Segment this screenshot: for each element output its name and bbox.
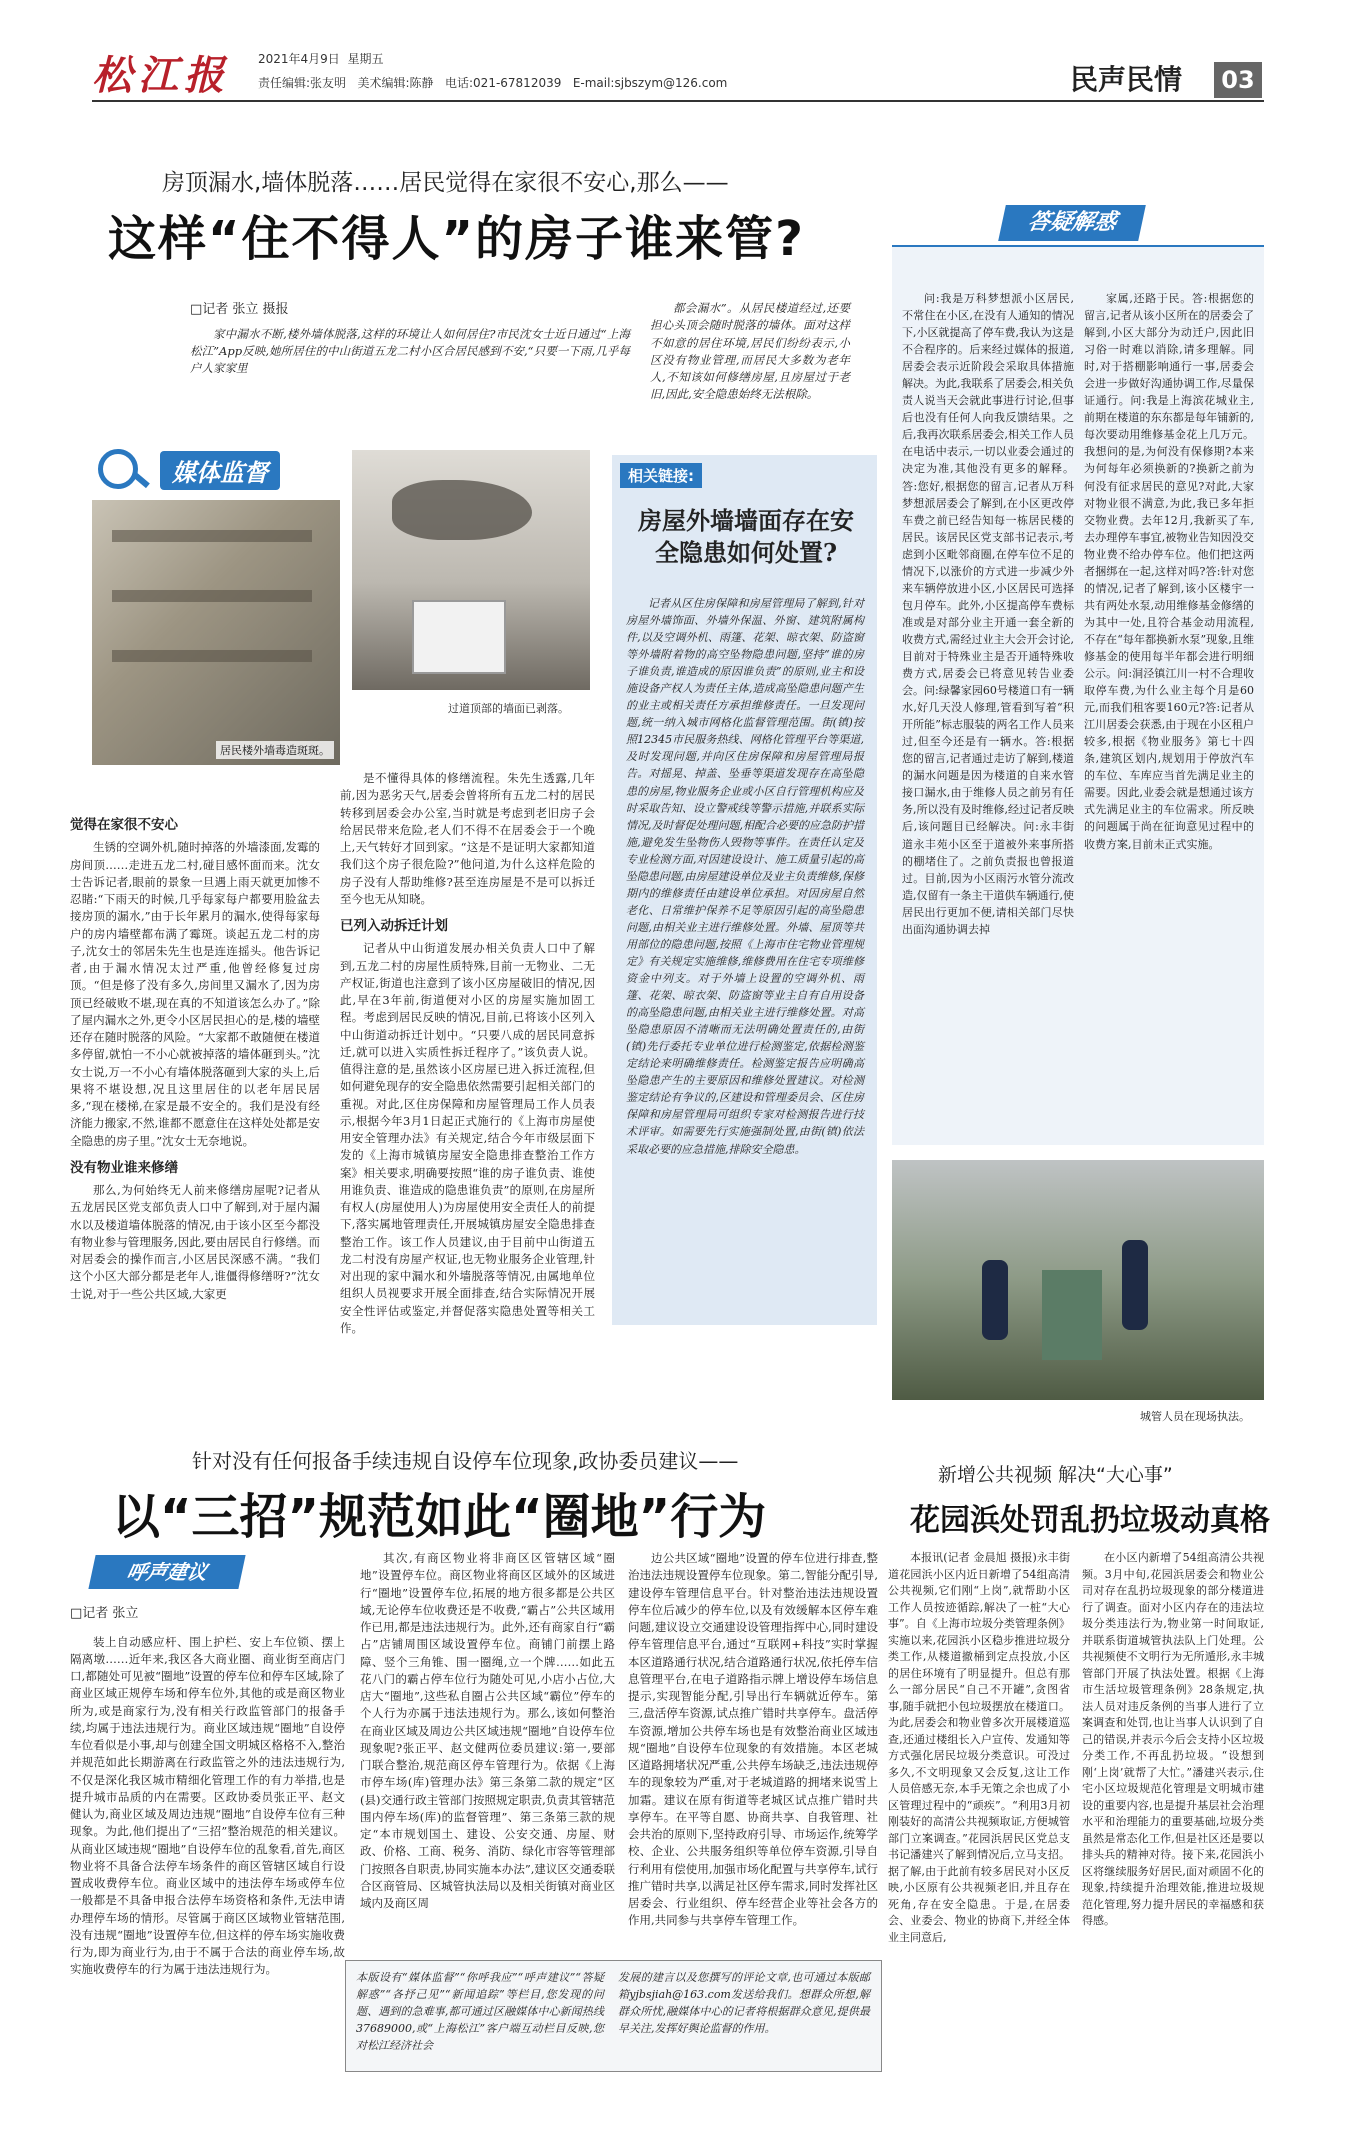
art-editor-credit: 美术编辑:陈静 [357, 76, 434, 90]
issue-weekday: 星期五 [347, 52, 384, 66]
article-paragraph: 生锈的空调外机,随时掉落的外墙漆面,发霉的房间顶……走进五龙二村,碰目感怀面而来。沈女士告诉记者,眼前的景象一旦遇上雨天就更加惨不忍睹:“下雨天的时候,几乎每家每户都要用脸盆去接房顶的漏水,”由于长年累月的漏水,使得每家每户的房内墙壁都布满了霉斑。谈起五龙二村的房子,沈女士的邻居朱先生也是连连摇头。他告诉记者,由于漏水情况太过严重,他曾经修复过房顶。“但是修了没有多久,房间里又漏水了,因为房顶已经破败不堪,现在真的不知道该怎么办了。”除了屋内漏水之外,更令小区居民担心的是,楼的墙壁还存在随时脱落的风险。“大家都不敢随便在楼道多停留,就怕一不小心就被掉落的墙体砸到头。”沈女士说,万一不小心有墙体脱落砸到大家的头上,后果将不堪设想,况且这里居住的以老年居民居多,“现在楼梯,在家是最不安全的。我们是没有经济能力搬家,不然,谁都不愿意住在这样处处都是安全隐患的房子里。”沈女士无奈地说。 [70, 840, 320, 1148]
masthead [0, 0, 1354, 100]
subheading: 觉得在家很不安心 [70, 817, 178, 833]
kicker-story2: 针对没有任何报备手续违规自设停车位现象,政协委员建议—— [192, 1449, 739, 1473]
kicker-story1: 房顶漏水,墙体脱落……居民觉得在家很不安心,那么—— [162, 170, 729, 196]
logo: 松江报 [92, 52, 230, 99]
headline-story2: 以“三招”规范如此“圈地”行为 [112, 1489, 767, 1545]
article-paragraph: 装上自动感应杆、围上护栏、安上车位锁、摆上隔离墩……近年来,我区各大商业圈、商业街至商店门口,都随处可见被“圈地”设置的停车位和停车区域,除了商业区域正规停车场和停车位外,其他的或是商区物业所为,或是商家行为,没有相关行政监管部门的报备手续,均属于违法违规行为。商业区域违规“圈地”自设停车位看似是小事,却与创建全国文明城区格格不入,整治并规范如此长期游离在行政监管之外的违法违规行为,不仅是深化我区城市精细化管理工作的有力举措,也是提升城市品质的内在需要。区政协委员张正平、赵文健认为,商业区域及周边违规“圈地”自设停车位有三种现象。为此,他们提出了“三招”整治规范的相关建议。从商业区域违规“圈地”自设停车位的乱象看,首先,商区物业将不具备合法停车场条件的商区管辖区域自行设置成收费停车位。商业区域中的违法停车场或停车位一般都是不具备申报合法停车场资格和条件,无法申请办理停车场的情形。尽管属于商区区域物业管辖范围,没有违规“圈地”设置停车位,但这样的停车场实施收费行为,即为商业行为,由于不属于合法的商业停车场,故实施收费停车的行为属于违法违规行为。 [70, 1634, 345, 1977]
photo-caption: 过道顶部的墙面已剥落。 [448, 702, 569, 715]
kicker-right-story: 新增公共视频 解决“大心事” [938, 1464, 1173, 1486]
subheading: 没有物业谁来修缮 [70, 1159, 178, 1176]
article-paragraph: 是不懂得具体的修缮流程。朱先生透露,几年前,因为恶劣天气,居委会曾将所有五龙二村的居民转移到居委会办公室,当时就是考虑到老旧房子会给居民带来危险,老人们不得不在居委会于一个晚上,天气转好才回到家。“这是不是证明大家都知道我们这个房子很危险?”他问道,为什么这样危险的房子没有人帮助维修?甚至连房屋是不是可以拆迁至今也无从知晓。 [340, 771, 595, 906]
masthead-rule [92, 100, 1264, 102]
byline-story2: □记者 张立 [70, 1606, 139, 1621]
lead-paragraph-cont: 都会漏水”。从居民楼道经过,还要担心头顶会随时脱落的墙体。面对这样不如意的居住环境,居民们纷纷表示,小区没有物业管理,而居民大多数为老年人,不知该如何修缮房屋,且房屋过于老旧,因此,安全隐患始终无法根除。 [650, 301, 850, 402]
article-paragraph: 记者从中山街道发展办相关负责人口中了解到,五龙二村的房屋性质特殊,目前一无物业、二无产权证,街道也注意到了该小区房屋破旧的情况,因此,早在3年前,街道便对小区的房屋实施加固工程。考虑到居民反映的情况,目前,已将该小区列入中山街道动拆迁计划中。“只要八成的居民同意拆迁,就可以进入实质性拆迁程序了。”该负责人说。值得注意的是,虽然该小区房屋已进入拆迁流程,但如何避免现存的安全隐患依然需要引起相关部门的重视。对此,区住房保障和房屋管理局工作人员表示,根据今年3月1日起正式施行的《上海市房屋使用安全管理办法》有关规定,结合今年市级层面下发的《上海市城镇房屋安全隐患排查整治工作方案》相关要求,明确要按照“谁的房子谁负责、谁使用谁负责、谁造成的隐患谁负责”的原则,在房屋所有权人(房屋使用人)为房屋使用安全责任人的前提下,落实属地管理责任,开展城镇房屋安全隐患排查整治工作。该工作人员建议,由于目前中山街道五龙二村没有房屋产权证,也无物业服务企业管理,针对出现的家中漏水和外墙脱落等情况,由属地单位组织人员视要求开展全面排查,结合实际情况开展安全性评估或鉴定,并督促落实隐患处置等相关工作。 [340, 941, 595, 1335]
article-paragraph: 本报讯(记者 金晨旭 摄报)永丰街道花园浜小区内近日新增了54组高清公共视频,它们刚“上岗”,就帮助小区工作人员按迹循踪,解决了一桩“大心事”。自《上海市垃圾分类管理条例》实施以来,花园浜小区稳步推进垃圾分类工作,从楼道撤桶到定点投放,小区的居住环境有了明显提升。但总有那么一部分居民“自己不开罐”,贪图省事,随手就把小包垃圾摆放在楼道口。为此,居委会和物业曾多次开展楼道巡查,还通过楼组长入户宣传、发通知等方式强化居民垃圾分类意识。可没过多久,不文明现象又会反复,这让工作人员倍感无奈,本手无策之余也成了小区管理过程中的“顽疾”。“利用3月初刚装好的高清公共视频取证,方便城管部门立案调查。”花园浜居民区党总支书记潘建兴了解到情况后,立马支招。据了解,由于此前有较多居民对小区反映,小区原有公共视频老旧,并且存在死角,存在安全隐患。于是,在居委会、业委会、物业的协商下,并经全体业主同意后, [888, 1551, 1070, 1944]
suggestion-badge: 呼声建议 [88, 1555, 245, 1589]
photo-building-wall [92, 500, 340, 765]
info-text: 发展的建言以及您撰写的评论文章,也可通过本版邮箱yjbsjiah@163.com发送给我们。想群众所想,解群众所忧,融媒体中心的记者将根据群众意见,提供最早关注,发挥好舆论监督的作用。 [618, 1971, 870, 2036]
related-title: 房屋外墙墙面存在安全隐患如何处置? [638, 506, 854, 568]
byline-story1: □记者 张立 摄报 [190, 302, 289, 317]
editor-credit: 责任编辑:张友明 [258, 76, 347, 90]
contact-phone: 电话:021-67812039 [445, 76, 562, 90]
qa-badge: 答疑解惑 [998, 205, 1146, 241]
photo-caption: 居民楼外墙毒造斑斑。 [216, 741, 334, 759]
photo-ceiling [352, 450, 590, 690]
article-paragraph: 在小区内新增了54组高清公共视频。3月中旬,花园浜居委会和物业公司对存在乱扔垃圾现象的部分楼道进行了调查。面对小区内存在的违法垃圾分类违法行为,物业第一时间取证,并联系街道城管执法队上门处理。公共视频使不文明行为无所遁形,永丰城管部门开展了执法处置。根据《上海市生活垃圾管理条例》28条规定,执法人员对违反条例的当事人进行了立案调查和处罚,也让当事人认识到了自己的错误,并表示今后会支持小区垃圾分类工作,不再乱扔垃圾。“设想到刚‘上岗’就帮了大忙。”潘建兴表示,住宅小区垃圾规范化管理是文明城市建设的重要内容,也是提升基层社会治理水平和治理能力的重要基础,垃圾分类虽然是常态化工作,但是社区还是要以排头兵的精神对待。接下来,花园浜小区将继续服务好居民,面对顽固不化的现象,持续提升治理效能,推进垃圾规范化管理,努力提升居民的幸福感和获得感。 [1082, 1551, 1264, 1927]
page-number: 03 [1214, 62, 1262, 98]
info-box [345, 1960, 882, 2072]
section-title: 民声民情 [1070, 63, 1183, 96]
qa-text: 问:我是万科梦想派小区居民,不常住在小区,在没有人通知的情况下,小区就提高了停车费,我认为这是不合程序的。后来经过媒体的报道,居委会表示近阶段会采取具体措施解决。为此,我联系了居委会,相关负责人说当天会就此事进行讨论,但事后也没有任何人向我反馈结果。之后,我再次联系居委会,相关工作人员在电话中表示,一切以业委会通过的决定为准,其他没有更多的解释。答:您好,根据您的留言,记者从万科梦想派居委会了解到,在小区更改停车费之前已经告知每一栋居民楼的居民。该居民区党支部书记表示,考虑到小区毗邻商圈,在停车位不足的情况下,以涨价的方式进一步减少外来车辆停放进小区,小区居民可选择包月停车。此外,小区提高停车费标准或是对部分业主开通一套全新的收费方式,需经过业主大会开会讨论,目前对于特殊业主是否开通特殊收费方式,居委会已将意见转告业委会。问:绿馨家园60号楼道口有一辆水,好几天没人修理,管看到写着“积开所能”标志服装的两名工作人员来过,但至今还是有一辆水。答:根据您的留言,记者通过走访了解到,楼道的漏水问题是因为楼道的自来水管接口漏水,由于维修人员之前另有任务,所以没有及时维修,经过记者反映后,该问题目已经解决。问:永丰街道永丰苑小区至于道被外来事所搭的棚堵住了。之前负责报也曾报道过。目前,因为小区雨污水管分流改造,仅留有一条主干道供车辆通行,使居民出行更加不便,请相关部门尽快出面沟通协调去掉 [902, 292, 1074, 936]
related-tag: 相关链接: [620, 463, 702, 488]
article-paragraph: 其次,有商区物业将非商区区管辖区域“圈地”设置停车位。商区物业将商区区域外的区域进行“圈地”设置停车位,拓展的地方很多都是公共区域,无论停车位收费还是不收费,“霸占”公共区域用作已用,都是违法违规行为。此外,还有商家自行“霸占”店铺周围区域设置停车位。商铺门前摆上路障、竖个三角锥、围一圈绳,立一个牌……如此五花八门的霸占停车位行为随处可见,小店小占位,大店大“圈地”,这些私自圈占公共区域“霸位”停车的个人行为亦属于违法违规行为。那么,该如何整治在商业区域及周边公共区域违规“圈地”自设停车位现象呢?张正平、赵文健两位委员建议:第一,要部门联合整治,规范商区停车管理行为。依据《上海市停车场(库)管理办法》第三条第二款的规定“区(县)交通行政主管部门按照规定职责,负责其管辖范围内停车场(库)的监督管理”、第三条第三款的规定“本市规划国土、建设、公安交通、房屋、财政、价格、工商、税务、消防、绿化市容等管理部门按照各自职责,协同实施本办法”,建议区交通委联合区商管局、区城管执法局以及相关街镇对商业区域内及商区周 [360, 1551, 615, 1910]
contact-email: E-mail:sjbszym@126.com [572, 76, 728, 90]
subheading: 已列入动拆迁计划 [340, 918, 448, 934]
headline-story1: 这样“住不得人”的房子谁来管? [108, 211, 805, 267]
qa-text: 家属,还路于民。答:根据您的留言,记者从该小区所在的居委会了解到,小区大部分为动迁户,因此旧习俗一时难以消除,请多理解。同时,对于搭棚影响通行一事,居委会会进一步做好沟通协调工作,尽量保证通行。问:我是上海滨花城业主,前期在楼道的东东都是每年铺新的,每次要动用维修基金花上几万元。我想问的是,为何没有保修期?本来为何每年必须换新的?换新之前为何没有征求居民的意见?对此,大家对物业很不满意,为此,我已多年拒交物业费。去年12月,我新买了车,去办理停车事宜,被物业告知因没交物业费不给办停车位。他们把这两者捆绑在一起,这样对吗?答:针对您的情况,记者了解到,该小区楼宇一共有两处水泵,动用维修基金修缮的为其中一处,且符合基金动用流程,不存在“每年都换新水泵”现象,且维修基金的使用每半年都会进行明细公示。问:洞泾镇江川一村不合理收取停车费,为什么业主每个月是60元,而我们租客要160元?答:记者从江川居委会获悉,由于现在小区租户较多,根据《物业服务》第七十四条,建筑区划内,规划用于停放汽车的车位、车库应当首先满足业主的需要。因此,业委会就是想通过该方式先满足业主的车位需求。所反映的问题属于尚在征询意见过程中的收费方案,目前未正式实施。 [1084, 292, 1254, 851]
lead-paragraph: 家中漏水不断,楼外墙体脱落,这样的环境让人如何居住?市民沈女士近日通过“上海松江”App反映,她所居住的中山街道五龙二村小区合居民感到不安,“只要一下雨,几乎每户人家家里 [190, 326, 630, 375]
qa-panel [892, 210, 1264, 1145]
article-paragraph: 边公共区域“圈地”设置的停车位进行排查,整治违法违规设置停车位现象。第二,智能分配引导,建设停车管理信息平台。针对整治违法违规设置停车位后减少的停车位,以及有效缓解本区停车难问题,建议设立交通建设设管理指挥中心,同时建设停车管理信息平台,通过“互联网+科技”实时掌握本区道路通行状况,结合道路通行状况,依托停车信息管理平台,在电子道路指示牌上增设停车场信息提示,实现智能分配,引导出行车辆就近停车。第三,盘活停车资源,试点推广错时共享停车。盘活停车资源,增加公共停车场也是有效整治商业区域违规“圈地”自设停车位现象的有效措施。本区老城区道路拥堵状况严重,公共停车场缺乏,违法违规停车的现象较为严重,对于老城道路的拥堵来说雪上加霜。建议在原有街道等老城区试点推广错时共享停车。在平等自愿、协商共享、自我管理、社会共治的原则下,坚持政府引导、市场运作,统筹学校、企业、公共服务组织等单位停车资源,引导自行利用有偿使用,加强市场化配置与共享停车,试行推广错时共享,以满足社区停车需求,同时发挥社区居委会、行业组织、停车经营企业等社会各方的作用,共同参与共享停车管理工作。 [628, 1551, 878, 1928]
issue-date: 2021年4月9日 [258, 52, 340, 66]
info-text: 本版设有“媒体监督”“你呼我应”“呼声建议”“答疑解惑”“各抒己见”“新闻追踪”等栏目,您发现的问题、遇到的急难事,都可通过区融媒体中心新闻热线37689000,或“上海松江”客户端互动栏目反映,您对松江经济社会 [356, 1971, 604, 2053]
related-link-box [612, 455, 877, 1325]
headline-right-story: 花园浜处罚乱扔垃圾动真格 [910, 1503, 1270, 1538]
related-paragraph: 记者从区住房保障和房屋管理局了解到,针对房屋外墙饰面、外墙外保温、外窗、建筑附属构件,以及空调外机、雨篷、花架、晾衣架、防盗窗等外墙附着物的高空坠物隐患问题,坚持“谁的房子谁负责,谁造成的原因谁负责”的原则,业主和设施设备产权人为责任主体,造成高坠隐患问题产生的业主或相关责任方承担维修责任。一旦发现问题,统一纳入城市网格化监督管理范围。街(镇)按照12345市民服务热线、网格化管理平台等渠道,及时发现问题,并向区住房保障和房屋管理局报告。对摇晃、掉盖、坠垂等渠道发现存在高坠隐患的房屋,物业服务企业或小区自行管理机构应及时采取告知、设立警戒线等警示措施,并联系实际情况,及时督促处理问题,相配合必要的应急防护措施,避免发生坠物伤人毁物等事件。在责任认定及专业检测方面,对因建设设计、施工质量引起的高坠隐患问题,由房屋建设单位及业主负责维修,保修期内的维修责任由建设单位承担。对因房屋自然老化、日常维护保养不足等原因引起的高坠隐患问题,由相关业主进行维修处置。外墙、屋顶等共用部位的隐患问题,按照《上海市住宅物业管理规定》有关规定实施维修,维修费用在住宅专项维修资金中列支。对于外墙上设置的空调外机、雨篷、花架、晾衣架、防盗窗等业主自有自用设备的高坠隐患问题,由相关业主进行维修处置。对高坠隐患原因不清晰而无法明确处置责任的,由街(镇)先行委托专业单位进行检测鉴定,依据检测鉴定结论来明确维修责任。检测鉴定报告应明确高坠隐患产生的主要原因和维修处置建议。对检测鉴定结论有争议的,区建设和管理委员会、区住房保障和房屋管理局可组织专家对检测报告进行技术评审。如需要先行实施强制处置,由街(镇)依法采取必要的应急措施,排除安全隐患。 [626, 597, 864, 1156]
magnifier-icon [98, 449, 138, 489]
media-supervision-badge: 媒体监督 [98, 445, 298, 491]
photo-caption: 城管人员在现场执法。 [1140, 1410, 1250, 1423]
photo-enforcement [892, 1160, 1264, 1400]
article-paragraph: 那么,为何始终无人前来修缮房屋呢?记者从五龙居民区党支部负责人口中了解到,对于屋内漏水以及楼道墙体脱落的情况,由于该小区至今都没有物业参与管理服务,因此,要由居民自行修缮。而对居委会的操作而言,小区居民深感不满。“我们这个小区大部分都是老年人,谁僵得修缮呀?”沈女士说,对于一些公共区域,大家更 [70, 1183, 320, 1301]
